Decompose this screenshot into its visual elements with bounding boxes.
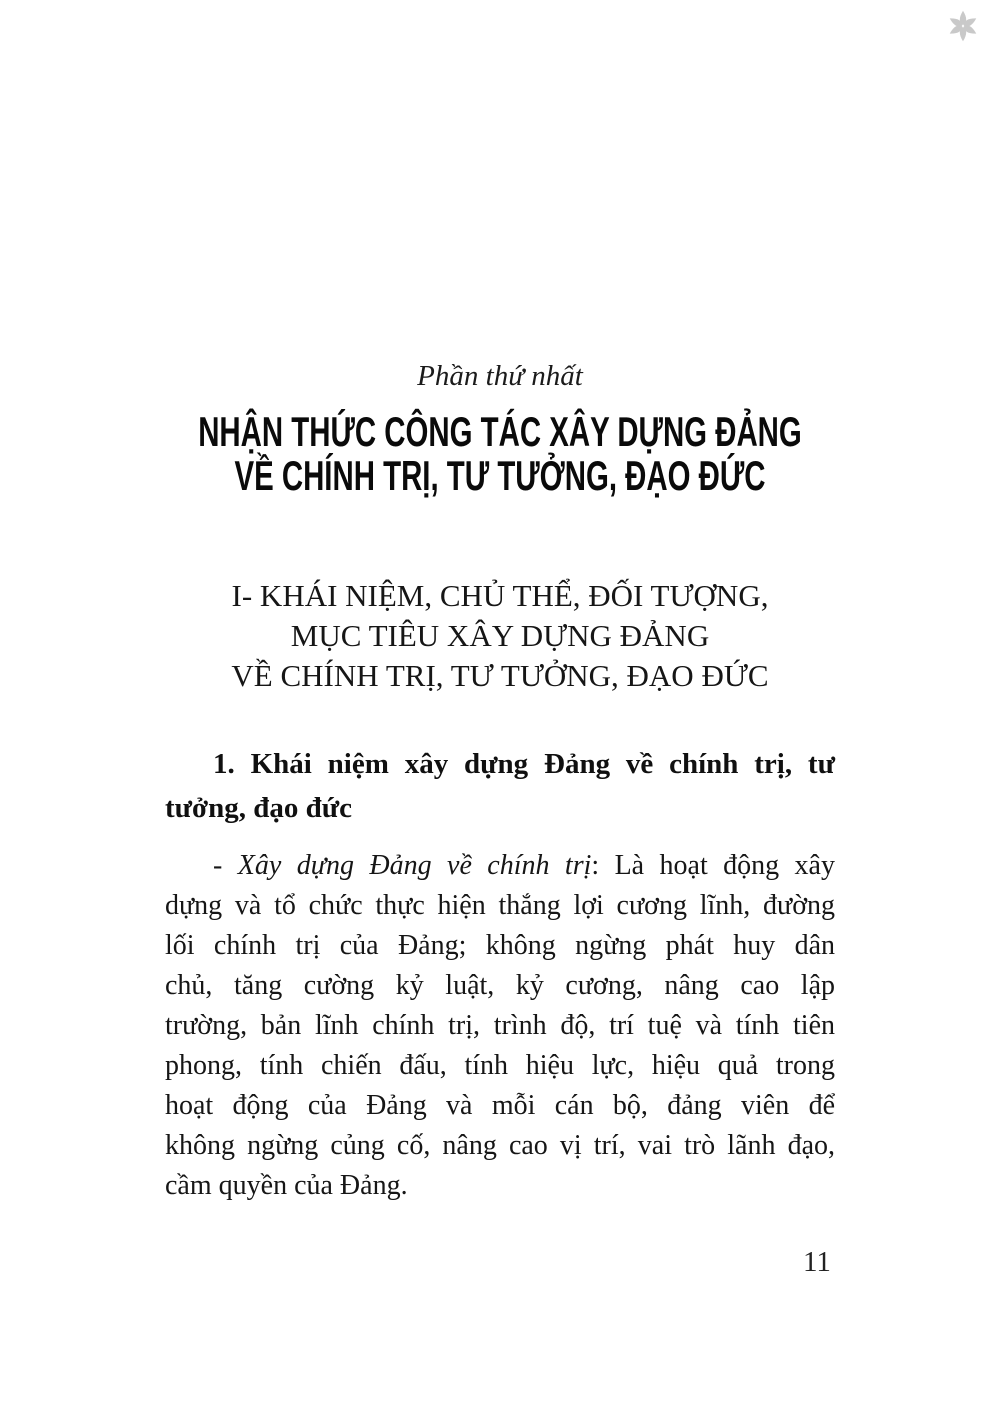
paragraph-line: phong, tính chiến đấu, tính hiệu lực, hiệu quả trong [165, 1050, 835, 1081]
paragraph-line: không ngừng củng cố, nâng cao vị trí, vai trò lãnh đạo, [165, 1130, 835, 1161]
paragraph-line: cầm quyền của Đảng. [165, 1170, 408, 1201]
chapter-title [65, 410, 935, 498]
paragraph-line: trường, bản lĩnh chính trị, trình độ, trí tuệ và tính tiên [165, 1010, 835, 1041]
subsection-heading-line-1: 1. Khái niệm xây dựng Đảng về chính trị, tư [213, 748, 835, 780]
paragraph-lead-italic: - Xây dựng Đảng về chính trị [213, 850, 592, 881]
paragraph-line [165, 846, 835, 886]
part-label: Phần thứ nhất [417, 360, 583, 392]
paragraph-line: chủ, tăng cường kỷ luật, kỷ cương, nâng cao lập [165, 970, 835, 1001]
paragraph-line: lối chính trị của Đảng; không ngừng phát huy dân [165, 930, 835, 961]
section-heading-line-3: VỀ CHÍNH TRỊ, TƯ TƯỞNG, ĐẠO ĐỨC [231, 658, 769, 693]
subsection-heading-line-2: tưởng, đạo đức [165, 792, 353, 824]
chapter-title-line-1: NHẬN THỨC CÔNG TÁC XÂY DỰNG ĐẢNG [198, 408, 802, 455]
body-paragraph [165, 846, 835, 1206]
section-heading-line-1: I- KHÁI NIỆM, CHỦ THỂ, ĐỐI TƯỢNG, [231, 578, 769, 613]
paragraph-lead-rest: : Là hoạt động xây [591, 850, 835, 881]
chapter-title-line-2: VỀ CHÍNH TRỊ, TƯ TƯỞNG, ĐẠO ĐỨC [234, 452, 766, 499]
paragraph-line: hoạt động của Đảng và mỗi cán bộ, đảng viên để [165, 1090, 835, 1121]
section-heading [65, 576, 935, 696]
page-number: 11 [803, 1246, 831, 1278]
section-heading-line-2: MỤC TIÊU XÂY DỰNG ĐẢNG [290, 618, 710, 653]
paragraph-line: dựng và tổ chức thực hiện thắng lợi cương lĩnh, đường [165, 890, 835, 921]
flower-icon [946, 6, 980, 46]
subsection-heading [165, 742, 835, 830]
